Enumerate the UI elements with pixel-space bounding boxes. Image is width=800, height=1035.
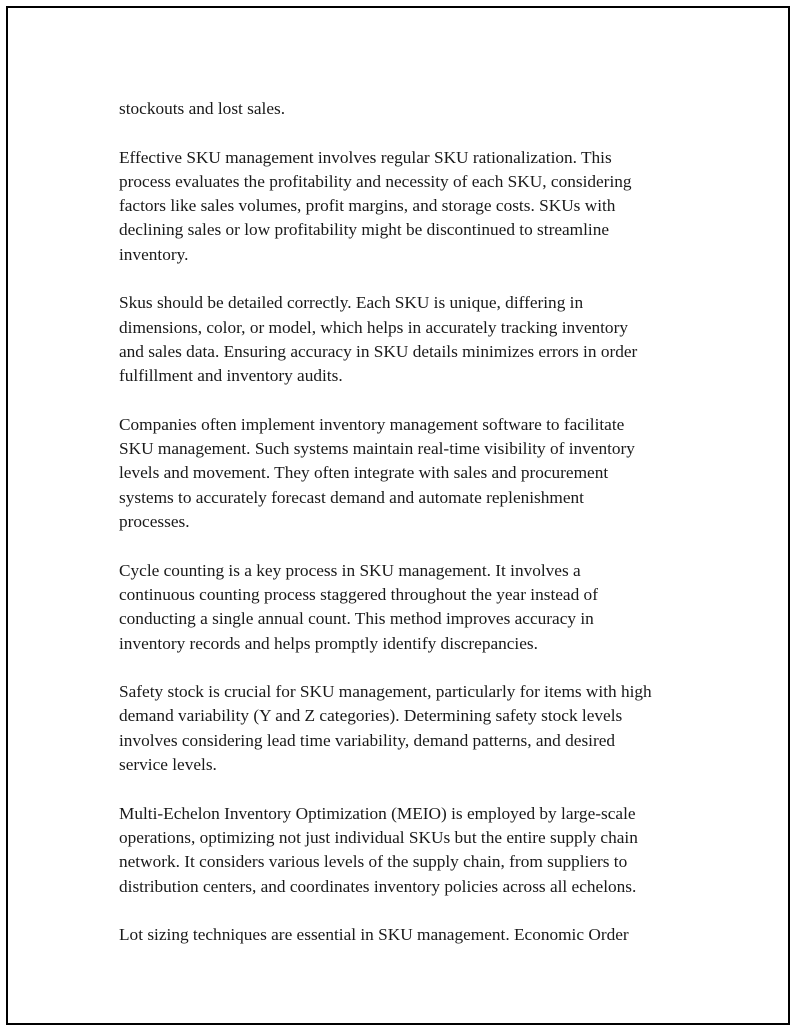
text-line: declining sales or low profitability might be discontinued to streamline <box>119 220 610 240</box>
text-line: systems to accurately forecast demand and automate replenishment <box>119 487 584 507</box>
text-line: conducting a single annual count. This method improves accuracy in <box>119 609 594 629</box>
text-line: factors like sales volumes, profit margins, and storage costs. SKUs with <box>119 196 616 216</box>
text-line: stockouts and lost sales. <box>119 99 286 118</box>
text-line: operations, optimizing not just individual SKUs but the entire supply chain <box>119 827 638 847</box>
document-body <box>119 97 699 947</box>
text-line: demand variability (Y and Z categories). Determining safety stock levels <box>119 706 623 726</box>
text-line: Effective SKU management involves regular SKU rationalization. This <box>119 147 612 167</box>
text-line: service levels. <box>119 755 217 775</box>
paragraph <box>119 97 699 121</box>
paragraph <box>119 413 699 534</box>
text-line: Safety stock is crucial for SKU management, particularly for items with high <box>119 682 652 702</box>
paragraph <box>119 559 699 656</box>
paragraph <box>119 923 699 947</box>
text-line: distribution centers, and coordinates inventory policies across all echelons. <box>119 876 637 896</box>
text-line: levels and movement. They often integrate with sales and procurement <box>119 463 609 483</box>
text-line: inventory records and helps promptly identify discrepancies. <box>119 633 538 653</box>
text-line: inventory. <box>119 244 189 264</box>
paragraph <box>119 291 699 388</box>
text-line: involves considering lead time variability, demand patterns, and desired <box>119 730 616 750</box>
text-line: dimensions, color, or model, which helps in accurately tracking inventory <box>119 317 628 337</box>
text-line: Companies often implement inventory management software to facilitate <box>119 414 625 434</box>
text-line: processes. <box>119 512 190 532</box>
paragraph <box>119 680 699 777</box>
text-line: fulfillment and inventory audits. <box>119 366 343 386</box>
text-line: and sales data. Ensuring accuracy in SKU details minimizes errors in order <box>119 341 638 361</box>
text-line: SKU management. Such systems maintain real-time visibility of inventory <box>119 439 635 459</box>
text-line: Skus should be detailed correctly. Each SKU is unique, differing in <box>119 293 584 313</box>
paragraph <box>119 802 699 899</box>
text-line: continuous counting process staggered throughout the year instead of <box>119 584 598 604</box>
text-line: process evaluates the profitability and necessity of each SKU, considering <box>119 171 632 191</box>
text-line: Lot sizing techniques are essential in SKU management. Economic Order <box>119 925 629 945</box>
text-line: Cycle counting is a key process in SKU management. It involves a <box>119 560 581 580</box>
text-line: Multi-Echelon Inventory Optimization (MEIO) is employed by large-scale <box>119 803 636 823</box>
text-line: network. It considers various levels of the supply chain, from suppliers to <box>119 852 628 872</box>
paragraph <box>119 146 699 267</box>
page-frame <box>6 6 790 1025</box>
